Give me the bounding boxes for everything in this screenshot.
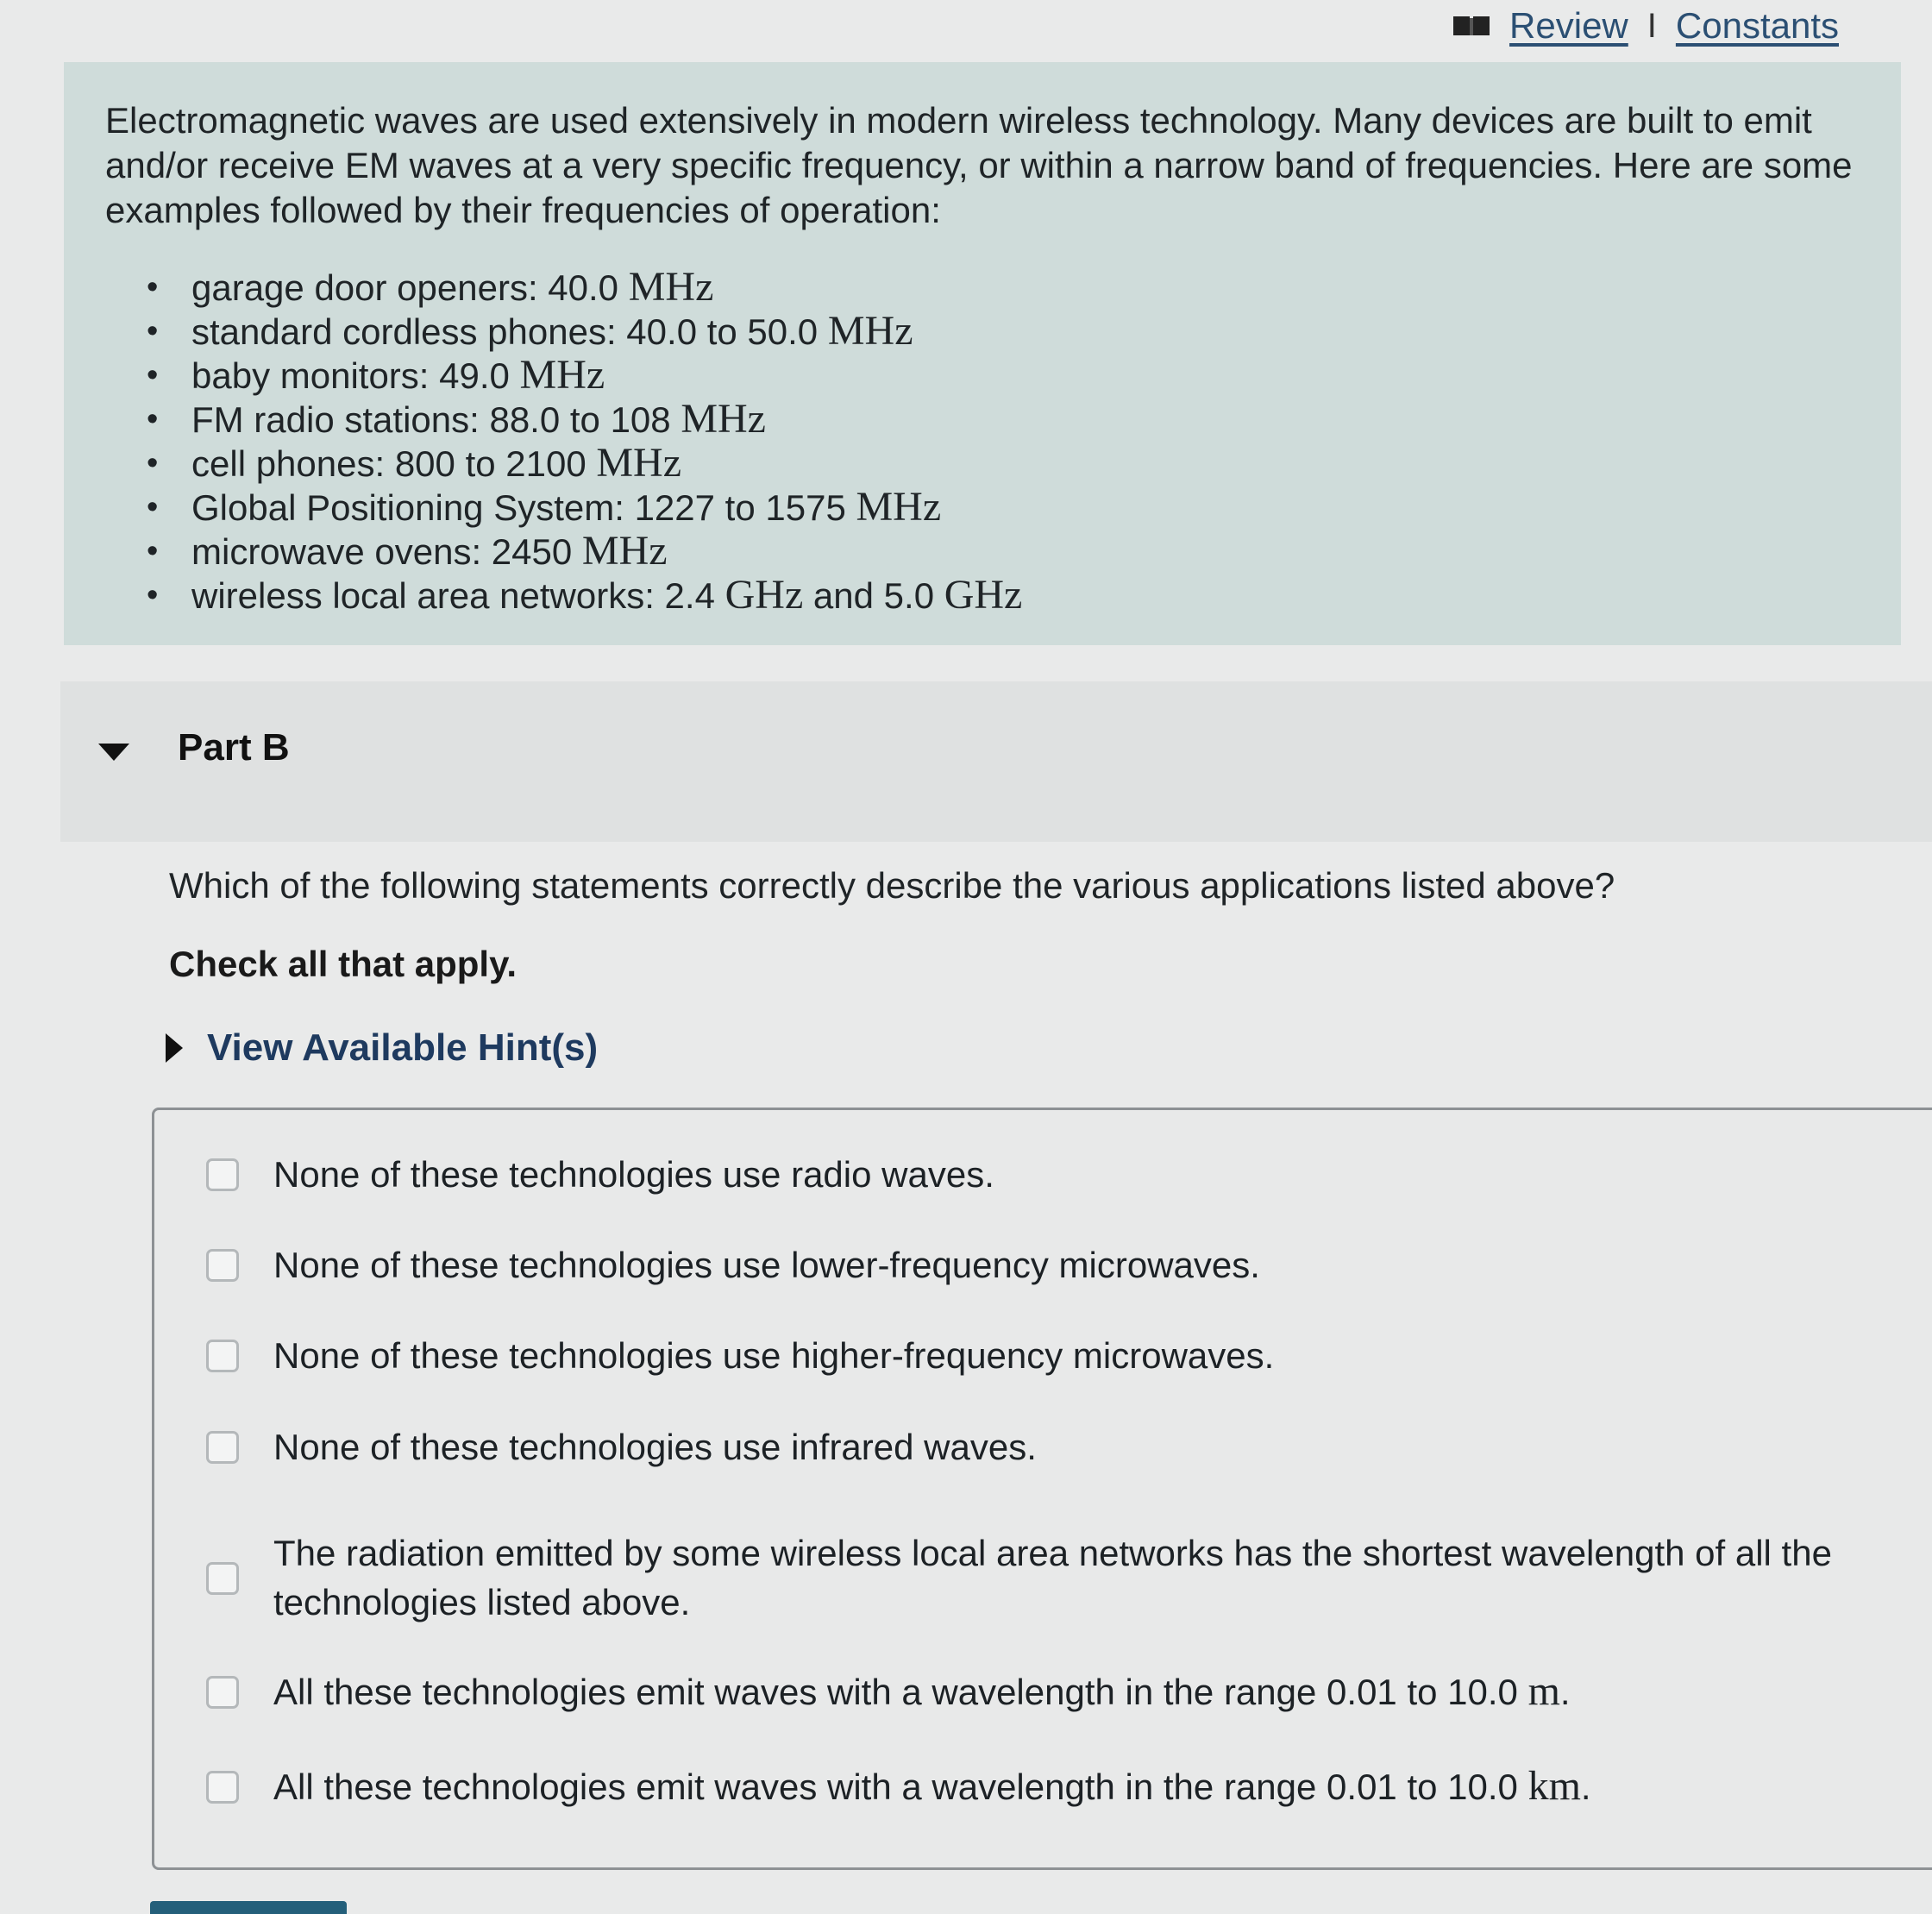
- checkbox[interactable]: [206, 1340, 239, 1372]
- option-label: All these technologies emit waves with a wavelength in the range 0.01 to 10.0 m.: [273, 1668, 1571, 1714]
- hint-label: View Available Hint(s): [207, 1026, 599, 1069]
- intro-paragraph: Electromagnetic waves are used extensively in modern wireless technology. Many devices are built to emit and/or receive EM waves at a very specific frequency, or within a narrow band of frequencies. Here are some examples followed by their frequencies of operation:: [105, 100, 1853, 230]
- instruction-text: Check all that apply.: [169, 944, 517, 984]
- option-label: All these technologies emit waves with a wavelength in the range 0.01 to 10.0 km.: [273, 1763, 1591, 1809]
- checkbox[interactable]: [206, 1562, 239, 1595]
- checkbox[interactable]: [206, 1431, 239, 1464]
- option-label: None of these technologies use radio waves.: [273, 1154, 994, 1195]
- top-links: [1452, 5, 1839, 47]
- checkbox[interactable]: [206, 1771, 239, 1804]
- view-hints-toggle[interactable]: [166, 1026, 598, 1070]
- list-item: • FM radio stations: 88.0 to 108 MHz: [191, 398, 1860, 442]
- constants-link[interactable]: Constants: [1675, 5, 1839, 46]
- list-item: • garage door openers: 40.0 MHz: [191, 266, 1860, 310]
- option-range-meters[interactable]: [206, 1667, 1571, 1716]
- question-text: Which of the following statements correctly describe the various applications listed above?: [169, 865, 1615, 906]
- link-separator: I: [1647, 6, 1657, 45]
- list-item: • baby monitors: 49.0 MHz: [191, 354, 1860, 398]
- checkbox[interactable]: [206, 1158, 239, 1191]
- option-infrared[interactable]: [206, 1422, 1037, 1472]
- option-label: None of these technologies use lower-frequency microwaves.: [273, 1245, 1260, 1285]
- option-label: None of these technologies use higher-frequency microwaves.: [273, 1335, 1275, 1376]
- book-icon: [1452, 13, 1490, 39]
- expand-caret-icon: [166, 1033, 183, 1063]
- submit-button[interactable]: [150, 1901, 347, 1914]
- option-higher-microwaves[interactable]: [206, 1331, 1274, 1380]
- list-item: • cell phones: 800 to 2100 MHz: [191, 442, 1860, 486]
- answer-options: [152, 1108, 1932, 1870]
- list-item: • Global Positioning System: 1227 to 1575 MHz: [191, 486, 1860, 530]
- intro-panel: [64, 62, 1901, 645]
- list-item: • wireless local area networks: 2.4 GHz and 5.0 GHz: [191, 574, 1860, 618]
- option-label: The radiation emitted by some wireless local area networks has the shortest wavelength of all the technologies listed above.: [273, 1533, 1832, 1622]
- frequency-list: [105, 266, 1860, 618]
- part-header[interactable]: [60, 681, 1932, 842]
- option-label: None of these technologies use infrared waves.: [273, 1427, 1037, 1467]
- list-item: • standard cordless phones: 40.0 to 50.0 MHz: [191, 310, 1860, 354]
- list-item: • microwave ovens: 2450 MHz: [191, 530, 1860, 574]
- checkbox[interactable]: [206, 1676, 239, 1709]
- option-shortest-wavelength[interactable]: [206, 1529, 1912, 1627]
- option-range-kilometers[interactable]: [206, 1762, 1591, 1811]
- part-title: Part B: [178, 726, 290, 769]
- option-lower-microwaves[interactable]: [206, 1240, 1260, 1290]
- option-radio-waves[interactable]: [206, 1150, 994, 1199]
- review-link[interactable]: Review: [1509, 5, 1628, 46]
- collapse-caret-icon[interactable]: [98, 744, 129, 761]
- checkbox[interactable]: [206, 1249, 239, 1282]
